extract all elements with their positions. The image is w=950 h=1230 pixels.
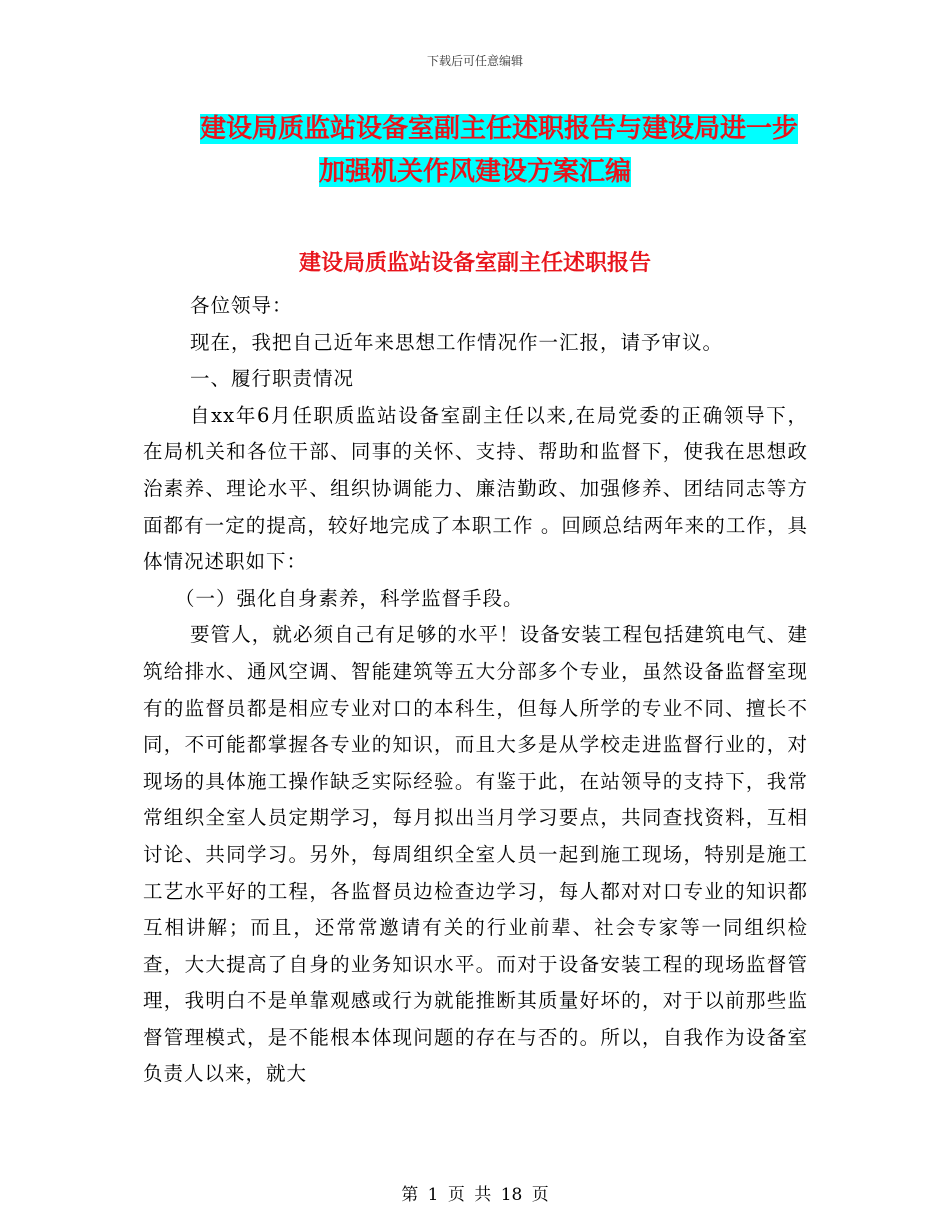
paragraph-body-2: 要管人，就必须自己有足够的水平！设备安装工程包括建筑电气、建筑给排水、通风空调、智能建筑等五大分部多个专业，虽然设备监督室现有的监督员都是相应专业对口的本科生，但每人所学的专业不同、擅长不同，不可能都掌握各专业的知识，而且大多是从学校走进监督行业的，对现场的具体施工操作缺乏实际经验。有鉴于此，在站领导的支持下，我常常组织全室人员定期学习，每月拟出当月学习要点，共同查找资料，互相讨论、共同学习。另外，每周组织全室人员一起到施工现场，特别是施工工艺水平好的工程，各监督员边检查边学习，每人都对对口专业的知识都互相讲解；而且，还常常邀请有关的行业前辈、社会专家等一同组织检查，大大提高了自身的业务知识水平。而对于设备安装工程的现场监督管理，我明白不是单靠观感或行为就能推断其质量好坏的，对于以前那些监督管理模式，是不能根本体现问题的存在与否的。所以，自我作为设备室负责人以来，就大 [143, 623, 808, 1086]
document-body [143, 288, 808, 1093]
paragraph-intro: 现在，我把自己近年来思想工作情况作一汇报，请予审议。 [190, 330, 724, 354]
paragraph-salutation: 各位领导： [190, 294, 293, 317]
section-title: 建设局质监站设备室副主任述职报告 [298, 251, 651, 276]
page-number: 第 1 页 共 18 页 [401, 1185, 549, 1205]
document-title-line-1: 建设局质监站设备室副主任述职报告与建设局进一步 [199, 114, 798, 144]
document-title-line-2: 加强机关作风建设方案汇编 [318, 157, 631, 187]
paragraph-subheading-1: （一）强化自身素养，科学监督手段。 [175, 586, 524, 610]
paragraph-body-1: 自xx年6月任职质监站设备室副主任以来,在局党委的正确领导下，在局机关和各位干部、同事的关怀、支持、帮助和监督下，使我在思想政治素养、理论水平、组织协调能力、廉洁勤政、加强修养、团结同志等方面都有一定的提高，较好地完成了本职工作 。回顾总结两年来的工作，具体情况述职如下： [143, 403, 808, 574]
paragraph-heading-1: 一、履行职责情况 [190, 367, 355, 391]
page-header-note: 下载后可任意编辑 [426, 54, 523, 68]
document-title [0, 108, 950, 194]
